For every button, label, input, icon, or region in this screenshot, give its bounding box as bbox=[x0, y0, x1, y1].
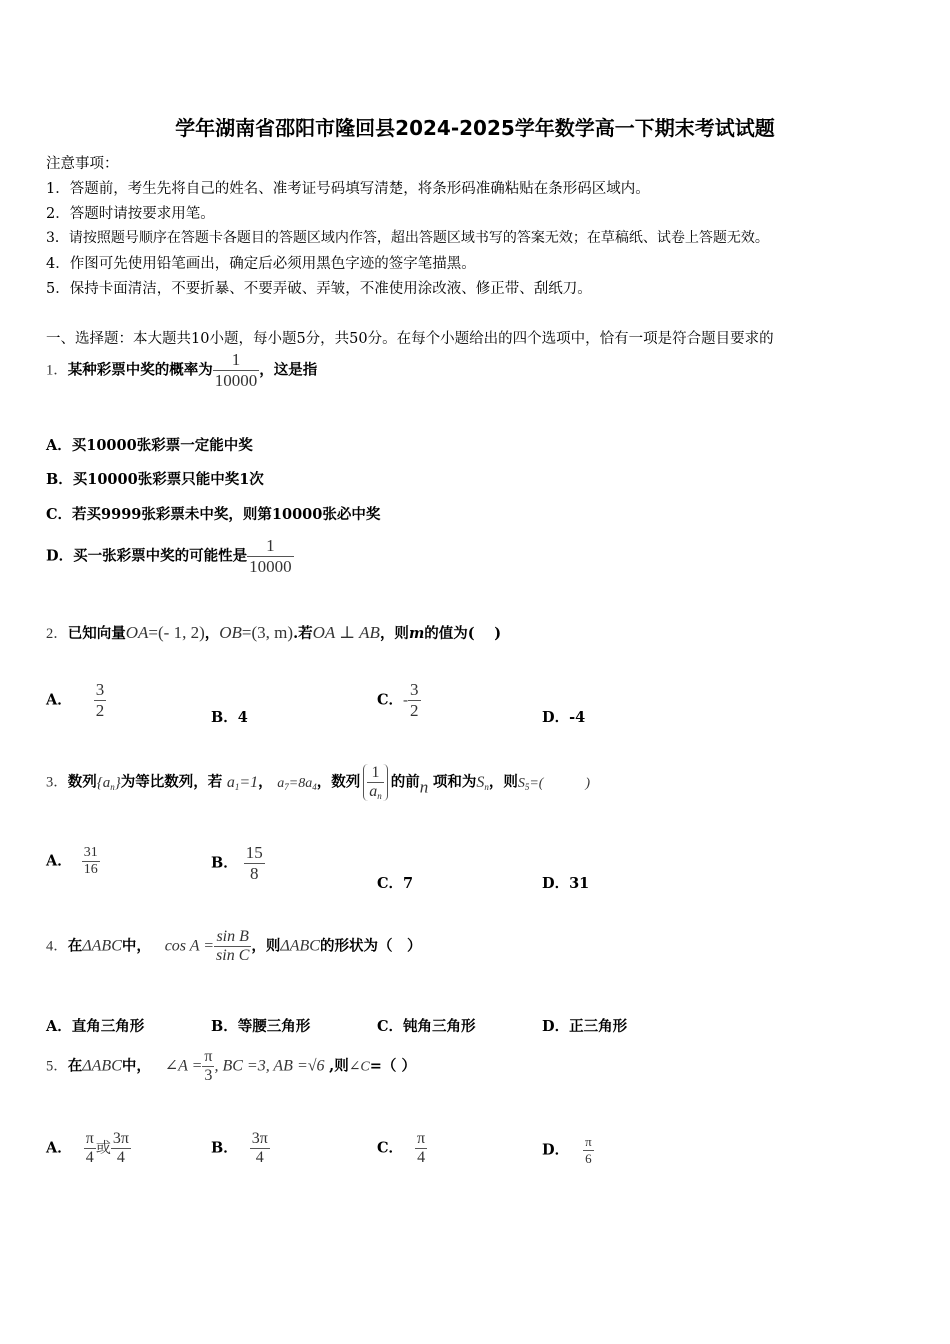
q5-option-a[interactable] bbox=[46, 1130, 131, 1167]
q1-d-den: 10000 bbox=[249, 557, 292, 576]
q3-sn-sub: n bbox=[484, 781, 489, 792]
q5-number: 5． bbox=[46, 1058, 68, 1075]
q3-b-label: B． bbox=[211, 854, 238, 872]
q4-text-a: 在 bbox=[67, 937, 83, 955]
q3-comma: ， bbox=[258, 773, 273, 791]
q2-oa-value: (- 1, 2) bbox=[158, 623, 205, 642]
q1-d-num: 1 bbox=[266, 536, 275, 555]
q3-a1-sub: 1 bbox=[234, 781, 240, 792]
q2-a-fraction bbox=[94, 680, 107, 721]
q1-option-d[interactable] bbox=[46, 536, 294, 577]
q3-a7-base: a bbox=[277, 775, 285, 791]
q4-option-b[interactable]: B．等腰三角形 bbox=[211, 1018, 311, 1035]
q2-c-fraction bbox=[408, 680, 421, 721]
q1-text-b: ，这是指 bbox=[259, 361, 318, 379]
notice-heading: 注意事项： bbox=[46, 156, 119, 172]
q3-option-a[interactable] bbox=[46, 845, 100, 878]
q4-frac-den: sin C bbox=[216, 947, 250, 964]
q3-a-den: 16 bbox=[83, 862, 98, 877]
q3-sequence bbox=[97, 775, 121, 791]
section-heading: 一、选择题：本大题共10小题，每小题5分，共50分。在每个小题给出的四个选项中，恰有一项是符合题目要求的 bbox=[46, 331, 774, 347]
q2-text-a: 已知向量 bbox=[67, 625, 126, 642]
q5-b-num: 3π bbox=[251, 1130, 268, 1147]
q5-angle-c: ∠C bbox=[348, 1059, 370, 1075]
q4-text-b: 中， bbox=[121, 937, 151, 955]
q3-b-fraction bbox=[244, 843, 265, 884]
q3-sn-base: S bbox=[476, 773, 485, 791]
q5-d-num: π bbox=[585, 1134, 592, 1149]
q3-b-num: 15 bbox=[245, 843, 263, 862]
q5-a-fraction-1 bbox=[84, 1130, 96, 1167]
q3-a4-sub: 4 bbox=[312, 781, 317, 792]
q2-c-sign: - bbox=[403, 692, 409, 709]
q5-d-label: D． bbox=[542, 1141, 570, 1159]
q3-n: n bbox=[419, 777, 429, 797]
q5-pi-fraction bbox=[202, 1048, 214, 1085]
q5-a1-num: π bbox=[85, 1130, 94, 1147]
q5-c-den: 4 bbox=[415, 1148, 427, 1167]
q2-option-c[interactable] bbox=[377, 680, 421, 721]
q4-triangle: ΔABC bbox=[82, 937, 122, 955]
q3-seq-sub: n bbox=[110, 781, 115, 792]
q5-pi-den: 3 bbox=[202, 1066, 214, 1085]
q3-a7-mid: =8a bbox=[288, 775, 313, 791]
page-title: 学年湖南省邵阳市隆回县2024-2025学年数学高一下期末考试试题 bbox=[175, 116, 775, 140]
q3-rec-den-a: a bbox=[369, 783, 378, 800]
q5-b-label: B． bbox=[211, 1139, 238, 1157]
q1-option-d-fraction bbox=[247, 536, 294, 577]
q1-frac-den: 10000 bbox=[214, 371, 258, 390]
q3-text-e: 项和为 bbox=[432, 773, 477, 791]
q5-a-label: A． bbox=[46, 1139, 72, 1157]
q2-c-den: 2 bbox=[410, 701, 419, 720]
q5-a-fraction-2 bbox=[111, 1130, 131, 1167]
q2-a-num: 3 bbox=[95, 680, 105, 699]
q1-frac-num: 1 bbox=[231, 350, 241, 369]
q5-c-fraction bbox=[415, 1130, 427, 1167]
q2-comma: ， bbox=[204, 625, 220, 642]
q5-a1-den: 4 bbox=[84, 1148, 96, 1167]
q3-reciprocal bbox=[363, 764, 388, 801]
q3-seq-a: {a bbox=[96, 774, 111, 791]
q4-triangle-2: ΔABC bbox=[280, 937, 320, 955]
q2-option-d[interactable]: D．-4 bbox=[542, 709, 586, 726]
q4-text-c: ，则 bbox=[251, 937, 281, 955]
q3-option-d[interactable]: D．31 bbox=[542, 875, 590, 892]
q5-text-b: 中， bbox=[121, 1057, 151, 1075]
q3-a-label: A． bbox=[46, 852, 72, 870]
q5-text-d: =（ ） bbox=[369, 1057, 416, 1075]
q3-text-d: 的前 bbox=[390, 773, 420, 791]
q5-d-den: 6 bbox=[583, 1150, 594, 1167]
q1-option-a[interactable]: A．买10000张彩票一定能中奖 bbox=[46, 437, 253, 454]
q3-sn bbox=[476, 774, 489, 791]
q5-angle-a: ∠A = bbox=[164, 1057, 203, 1075]
q5-a2-den: 4 bbox=[111, 1148, 131, 1167]
q5-pi-num: π bbox=[204, 1048, 213, 1065]
q1-option-b[interactable]: B．买10000张彩票只能中奖1次 bbox=[46, 471, 264, 488]
q1-number: 1． bbox=[46, 362, 68, 379]
q4-cos: cos A = bbox=[164, 937, 215, 955]
q3-rec-den bbox=[367, 782, 384, 801]
q5-text-c: ,则 bbox=[329, 1057, 349, 1075]
q4-text-d: 的形状为（ ） bbox=[319, 937, 422, 955]
q4-option-d[interactable]: D．正三角形 bbox=[542, 1018, 628, 1035]
q4-option-a[interactable]: A．直角三角形 bbox=[46, 1018, 145, 1035]
notice-item-3: 3．请按照题号顺序在答题卡各题目的答题区域内作答，超出答题区域书写的答案无效；在草稿纸、试卷上答题无效。 bbox=[46, 230, 769, 246]
q2-c-num: 3 bbox=[410, 680, 419, 699]
q5-conditions: , BC =3, AB =√6 bbox=[214, 1057, 325, 1075]
q3-s5-sub: 5 bbox=[524, 781, 530, 792]
q2-eq-2: = bbox=[241, 623, 252, 642]
q3-s5-base: S bbox=[517, 775, 525, 791]
q5-c-num: π bbox=[417, 1130, 426, 1147]
q3-s5 bbox=[518, 776, 590, 791]
q2-vector-ob: OB bbox=[219, 623, 242, 642]
q3-b-den: 8 bbox=[244, 863, 265, 884]
q3-a7 bbox=[277, 776, 316, 791]
question-5 bbox=[46, 1048, 416, 1085]
q3-text-b: 为等比数列，若 bbox=[120, 773, 223, 791]
q4-fraction bbox=[214, 928, 251, 965]
q2-ob-value: (3, m) bbox=[251, 623, 294, 642]
q3-option-c[interactable]: C．7 bbox=[377, 875, 414, 892]
q1-text-a: 某种彩票中奖的概率为 bbox=[67, 361, 213, 379]
q2-text-b: .若 bbox=[293, 625, 313, 642]
q3-option-b[interactable] bbox=[211, 843, 265, 884]
q3-text-f: ，则 bbox=[488, 773, 518, 791]
q2-eq-1: = bbox=[148, 623, 159, 642]
q2-perp: OA ⊥ AB bbox=[312, 623, 380, 642]
q2-option-a[interactable] bbox=[46, 680, 106, 721]
q3-seq-end: } bbox=[114, 774, 121, 791]
q5-a2-num: 3π bbox=[112, 1130, 129, 1147]
q5-option-d[interactable] bbox=[542, 1134, 594, 1167]
notice-item-1: 1．答题前，考生先将自己的姓名、准考证号码填写清楚，将条形码准确粘贴在条形码区域内。 bbox=[46, 181, 650, 197]
q2-c-label: C． bbox=[377, 691, 404, 709]
q2-vector-oa: OA bbox=[125, 623, 149, 642]
q2-text-c: ，则 bbox=[379, 625, 409, 642]
q5-triangle: ΔABC bbox=[82, 1057, 122, 1075]
q5-c-label: C． bbox=[377, 1139, 404, 1157]
q3-a1-base: a bbox=[226, 773, 235, 791]
q3-s5-end: =( ) bbox=[529, 775, 591, 791]
q2-option-b[interactable]: B．4 bbox=[211, 709, 248, 726]
q4-number: 4． bbox=[46, 938, 68, 955]
q3-a1 bbox=[227, 774, 258, 791]
question-2 bbox=[46, 622, 501, 643]
notice-item-2: 2．答题时请按要求用笔。 bbox=[46, 206, 215, 222]
q5-b-fraction bbox=[250, 1130, 270, 1167]
q3-number: 3． bbox=[46, 774, 68, 791]
q5-text-a: 在 bbox=[67, 1057, 83, 1075]
q1-option-d-label: D．买一张彩票中奖的可能性是 bbox=[46, 547, 248, 565]
q4-frac-num: sin B bbox=[216, 928, 249, 945]
q2-text-d: 的值为( ) bbox=[424, 625, 502, 642]
q3-text-a: 数列 bbox=[67, 773, 97, 791]
q3-a-num: 31 bbox=[83, 845, 98, 860]
q3-a-fraction bbox=[82, 845, 100, 878]
q4-option-c[interactable]: C．钝角三角形 bbox=[377, 1018, 476, 1035]
q5-option-b[interactable] bbox=[211, 1130, 270, 1167]
q2-a-label: A． bbox=[46, 691, 72, 709]
question-1 bbox=[46, 350, 317, 391]
q2-m: m bbox=[408, 625, 425, 642]
q3-rec-den-sub: n bbox=[377, 791, 382, 801]
notice-item-4: 4．作图可先使用铅笔画出，确定后必须用黑色字迹的签字笔描黑。 bbox=[46, 256, 476, 272]
q1-option-c[interactable]: C．若买9999张彩票未中奖，则第10000张必中奖 bbox=[46, 506, 381, 523]
q5-option-c[interactable] bbox=[377, 1130, 427, 1167]
q5-d-fraction bbox=[583, 1134, 594, 1167]
q2-number: 2． bbox=[46, 626, 68, 642]
notice-item-5: 5．保持卡面清洁，不要折暴、不要弄破、弄皱，不准使用涂改液、修正带、刮纸刀。 bbox=[46, 281, 592, 297]
question-3 bbox=[46, 764, 590, 801]
question-4 bbox=[46, 928, 421, 965]
q1-fraction bbox=[213, 350, 260, 391]
q3-rec-num: 1 bbox=[371, 764, 380, 781]
q3-text-c: ，数列 bbox=[316, 773, 361, 791]
q3-a1-val: =1 bbox=[239, 773, 259, 791]
q2-a-den: 2 bbox=[95, 701, 105, 720]
q5-a-or: 或 bbox=[95, 1140, 111, 1157]
q5-b-den: 4 bbox=[250, 1148, 270, 1167]
q3-a7-sub: 7 bbox=[284, 781, 289, 792]
